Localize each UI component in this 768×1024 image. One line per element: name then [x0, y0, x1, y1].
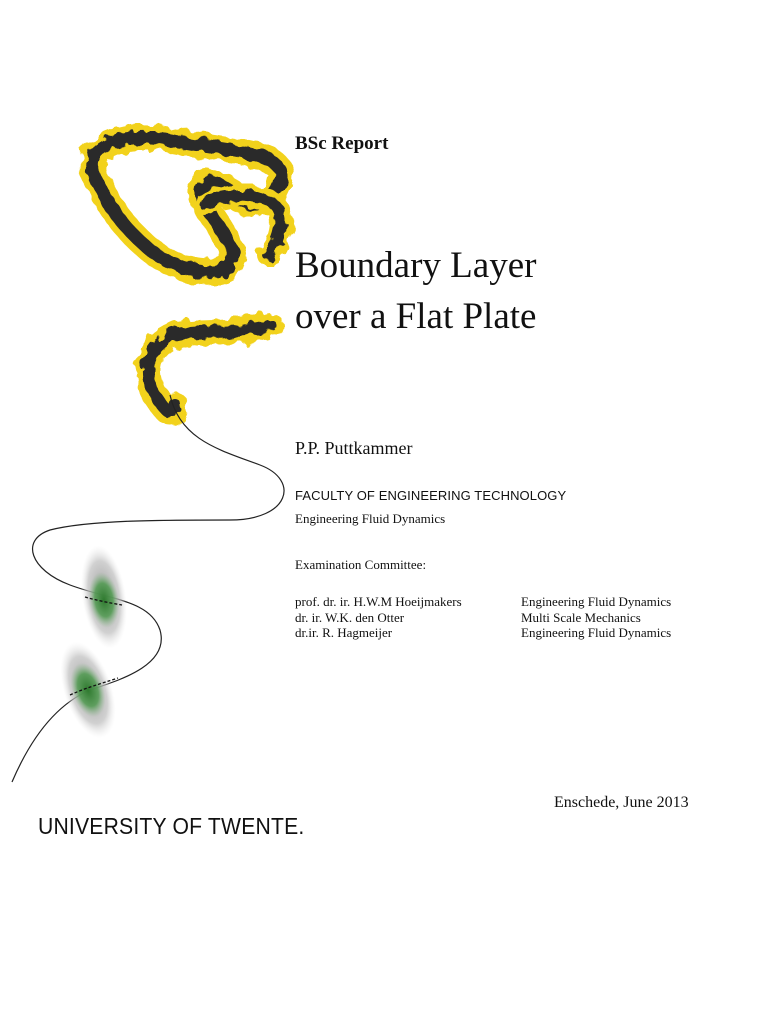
department-name: Engineering Fluid Dynamics [295, 511, 446, 526]
particle-blob-upper [75, 542, 133, 651]
committee-list [295, 594, 671, 641]
member-name: dr. ir. W.K. den Otter [295, 609, 405, 625]
vortex-loop-bottom [148, 325, 270, 412]
author-name: P.P. Puttkammer [295, 438, 413, 458]
place-and-date: Enschede, June 2013 [554, 794, 689, 811]
report-type: BSc Report [295, 133, 389, 154]
committee-label: Examination Committee: [295, 557, 427, 572]
member-group: Engineering Fluid Dynamics [521, 625, 672, 640]
title-line-1: Boundary Layer [295, 245, 537, 286]
committee-member [295, 610, 671, 626]
member-group: Multi Scale Mechanics [521, 609, 641, 625]
committee-member [295, 625, 671, 641]
member-name: dr.ir. R. Hagmeijer [295, 625, 393, 640]
university-logo: UNIVERSITY OF TWENTE. [38, 813, 305, 839]
report-title [295, 240, 536, 342]
streamline-curve [12, 395, 284, 782]
faculty-name: FACULTY OF ENGINEERING TECHNOLOGY [295, 488, 567, 503]
committee-member [295, 594, 671, 610]
particle-blob-lower [50, 635, 127, 745]
member-name: prof. dr. ir. H.W.M Hoeijmakers [295, 594, 462, 609]
title-line-2: over a Flat Plate [295, 296, 537, 337]
member-group: Engineering Fluid Dynamics [521, 594, 672, 609]
cover-artwork [0, 0, 300, 800]
